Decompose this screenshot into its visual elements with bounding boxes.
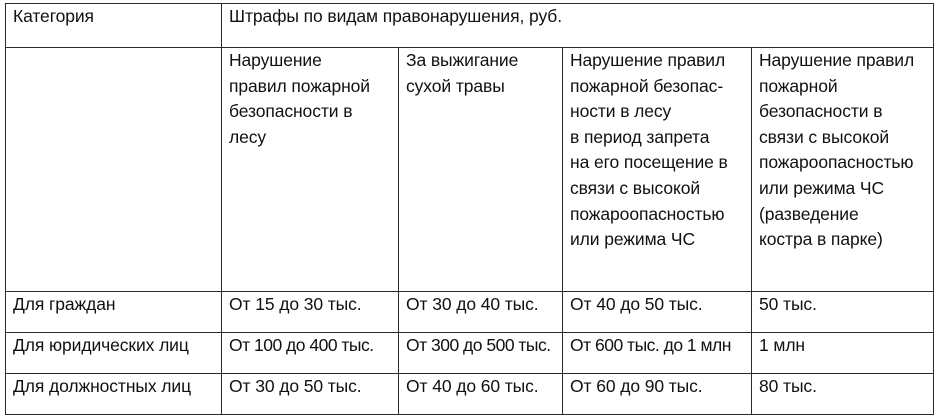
table-cell: От 30 до 40 тыс. — [399, 292, 563, 333]
table-cell: От 40 до 50 тыс. — [563, 292, 752, 333]
table-cell: От 60 до 90 тыс. — [563, 374, 752, 415]
table-cell: От 600 тыс. до 1 млн — [563, 333, 752, 374]
table-row-officials — [6, 374, 934, 415]
subheader-line: сухой травы — [406, 75, 505, 96]
table-cell: От 300 до 500 тыс. — [399, 333, 563, 374]
category-header: Категория — [6, 4, 222, 48]
subheader-line: в период запрета — [570, 126, 710, 147]
subheader-line: Нарушение — [229, 50, 322, 70]
subheader-line: пожарной — [759, 75, 838, 96]
subheader-forest-fire-safety — [222, 48, 399, 292]
subheader-line: Нарушение правил — [759, 50, 915, 70]
subheader-line: лесу — [229, 126, 267, 147]
subheader-line: на его посещение в — [570, 152, 728, 173]
row-category: Для должностных лиц — [6, 374, 222, 415]
row-category: Для юридических лиц — [6, 333, 222, 374]
table-cell: 50 тыс. — [752, 292, 934, 333]
row-category: Для граждан — [6, 292, 222, 333]
subheader-line: правил пожарной — [229, 75, 370, 96]
subheader-line: пожароопасностью — [570, 203, 725, 224]
subheader-line: или режима ЧС — [570, 229, 696, 250]
header-row — [6, 4, 934, 48]
table-row-legal-entities — [6, 333, 934, 374]
empty-corner-cell — [6, 48, 222, 292]
table-cell: 80 тыс. — [752, 374, 934, 415]
subheader-line: связи с высокой — [759, 126, 890, 147]
table-row-citizens — [6, 292, 934, 333]
table-cell: 1 млн — [752, 333, 934, 374]
subheader-line: связи с высокой — [570, 177, 701, 198]
subheader-line: ности в лесу — [570, 101, 672, 122]
table-cell: От 100 до 400 тыс. — [222, 333, 399, 374]
subheader-line: пожарной безопас- — [570, 75, 724, 96]
subheader-line: безопасности в — [759, 101, 883, 122]
subheader-line: За выжигание — [406, 50, 519, 70]
subheader-forest-ban-period — [563, 48, 752, 292]
table-cell: От 40 до 60 тыс. — [399, 374, 563, 415]
fines-header: Штрафы по видам правонарушения, руб. — [222, 4, 934, 48]
table-cell: От 30 до 50 тыс. — [222, 374, 399, 415]
subheader-line: безопасности в — [229, 101, 353, 122]
subheader-line: Нарушение правил — [570, 50, 726, 70]
subheader-park-campfire — [752, 48, 934, 292]
subheader-line: пожароопасностью — [759, 152, 914, 173]
subheader-line: или режима ЧС — [759, 177, 885, 198]
subheader-line: костра в парке) — [759, 229, 883, 250]
subheader-line: (разведение — [759, 203, 859, 224]
subheader-row — [6, 48, 934, 292]
subheader-grass-burning — [399, 48, 563, 292]
fines-table — [5, 3, 934, 415]
table-cell: От 15 до 30 тыс. — [222, 292, 399, 333]
